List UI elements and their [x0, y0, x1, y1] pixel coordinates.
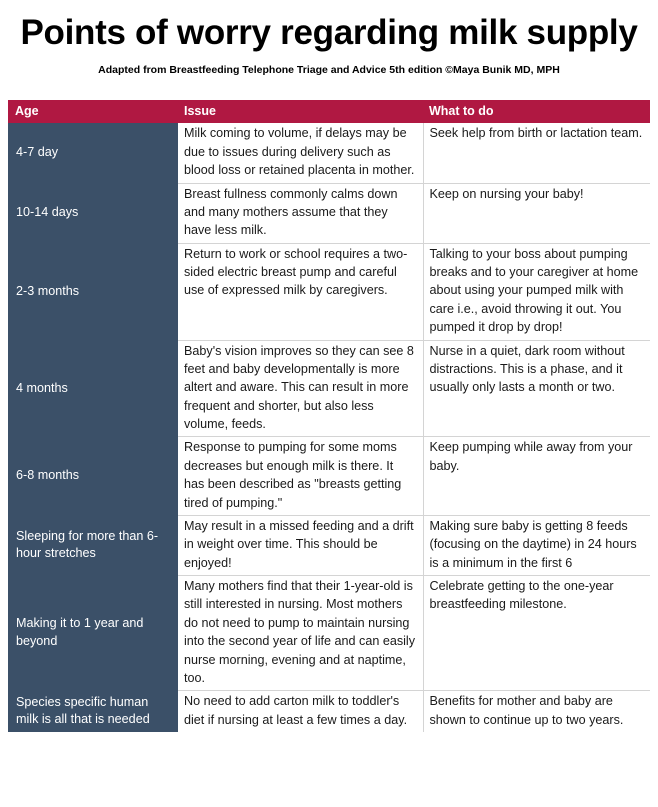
table-row — [8, 515, 650, 575]
cell-age: 6-8 months — [8, 437, 178, 516]
table-row — [8, 691, 650, 732]
table-row — [8, 437, 650, 516]
table-header — [8, 100, 650, 123]
cell-issue: May result in a missed feeding and a drift in weight over time. This should be enjoyed! — [178, 515, 423, 575]
cell-what-to-do: Keep on nursing your baby! — [423, 183, 650, 243]
cell-issue: Response to pumping for some moms decreases but enough milk is there. It has been described as "breasts getting tired of pumping." — [178, 437, 423, 516]
cell-age: 10-14 days — [8, 183, 178, 243]
milk-supply-table — [8, 100, 650, 732]
cell-what-to-do: Seek help from birth or lactation team. — [423, 123, 650, 183]
cell-what-to-do: Making sure baby is getting 8 feeds (focusing on the daytime) in 24 hours is a minimum in the first 6 — [423, 515, 650, 575]
cell-age: Sleeping for more than 6-hour stretches — [8, 515, 178, 575]
cell-age: Species specific human milk is all that is needed — [8, 691, 178, 732]
cell-age: Making it to 1 year and beyond — [8, 576, 178, 691]
cell-issue: Return to work or school requires a two-sided electric breast pump and careful use of expressed milk by caregivers. — [178, 243, 423, 340]
title-block — [0, 0, 658, 76]
table-header-row — [8, 100, 650, 123]
cell-what-to-do: Celebrate getting to the one-year breastfeeding milestone. — [423, 576, 650, 691]
column-header-age: Age — [8, 100, 178, 123]
table-row — [8, 576, 650, 691]
cell-what-to-do: Talking to your boss about pumping breaks and to your caregiver at home about using your pumped milk with care i.e., avoid throwing it out. You pumped it drop by drop! — [423, 243, 650, 340]
table-row — [8, 183, 650, 243]
table-row — [8, 340, 650, 437]
milk-supply-table-container — [8, 100, 650, 732]
column-header-what-to-do: What to do — [423, 100, 650, 123]
table-body — [8, 123, 650, 732]
cell-what-to-do: Nurse in a quiet, dark room without distractions. This is a phase, and it usually only lasts a month or two. — [423, 340, 650, 437]
cell-age: 4 months — [8, 340, 178, 437]
table-row — [8, 243, 650, 340]
table-row — [8, 123, 650, 183]
cell-issue: Baby's vision improves so they can see 8 feet and baby developmentally is more altert and aware. This can result in more frequent and shorter, but also less volume, feeds. — [178, 340, 423, 437]
cell-issue: No need to add carton milk to toddler's diet if nursing at least a few times a day. — [178, 691, 423, 732]
cell-issue: Milk coming to volume, if delays may be due to issues during delivery such as blood loss or retained placenta in mother. — [178, 123, 423, 183]
cell-age: 2-3 months — [8, 243, 178, 340]
cell-issue: Breast fullness commonly calms down and many mothers assume that they have less milk. — [178, 183, 423, 243]
cell-what-to-do: Keep pumping while away from your baby. — [423, 437, 650, 516]
cell-issue: Many mothers find that their 1-year-old is still interested in nursing. Most mothers do not need to pump to maintain nursing into the second year of life and can easily nurse morning, evening and at naptime, too. — [178, 576, 423, 691]
page-title: Points of worry regarding milk supply — [20, 13, 638, 52]
document-attribution: Adapted from Breastfeeding Telephone Triage and Advice 5th edition ©Maya Bunik MD, MPH — [98, 63, 560, 76]
cell-age: 4-7 day — [8, 123, 178, 183]
cell-what-to-do: Benefits for mother and baby are shown to continue up to two years. — [423, 691, 650, 732]
column-header-issue: Issue — [178, 100, 423, 123]
